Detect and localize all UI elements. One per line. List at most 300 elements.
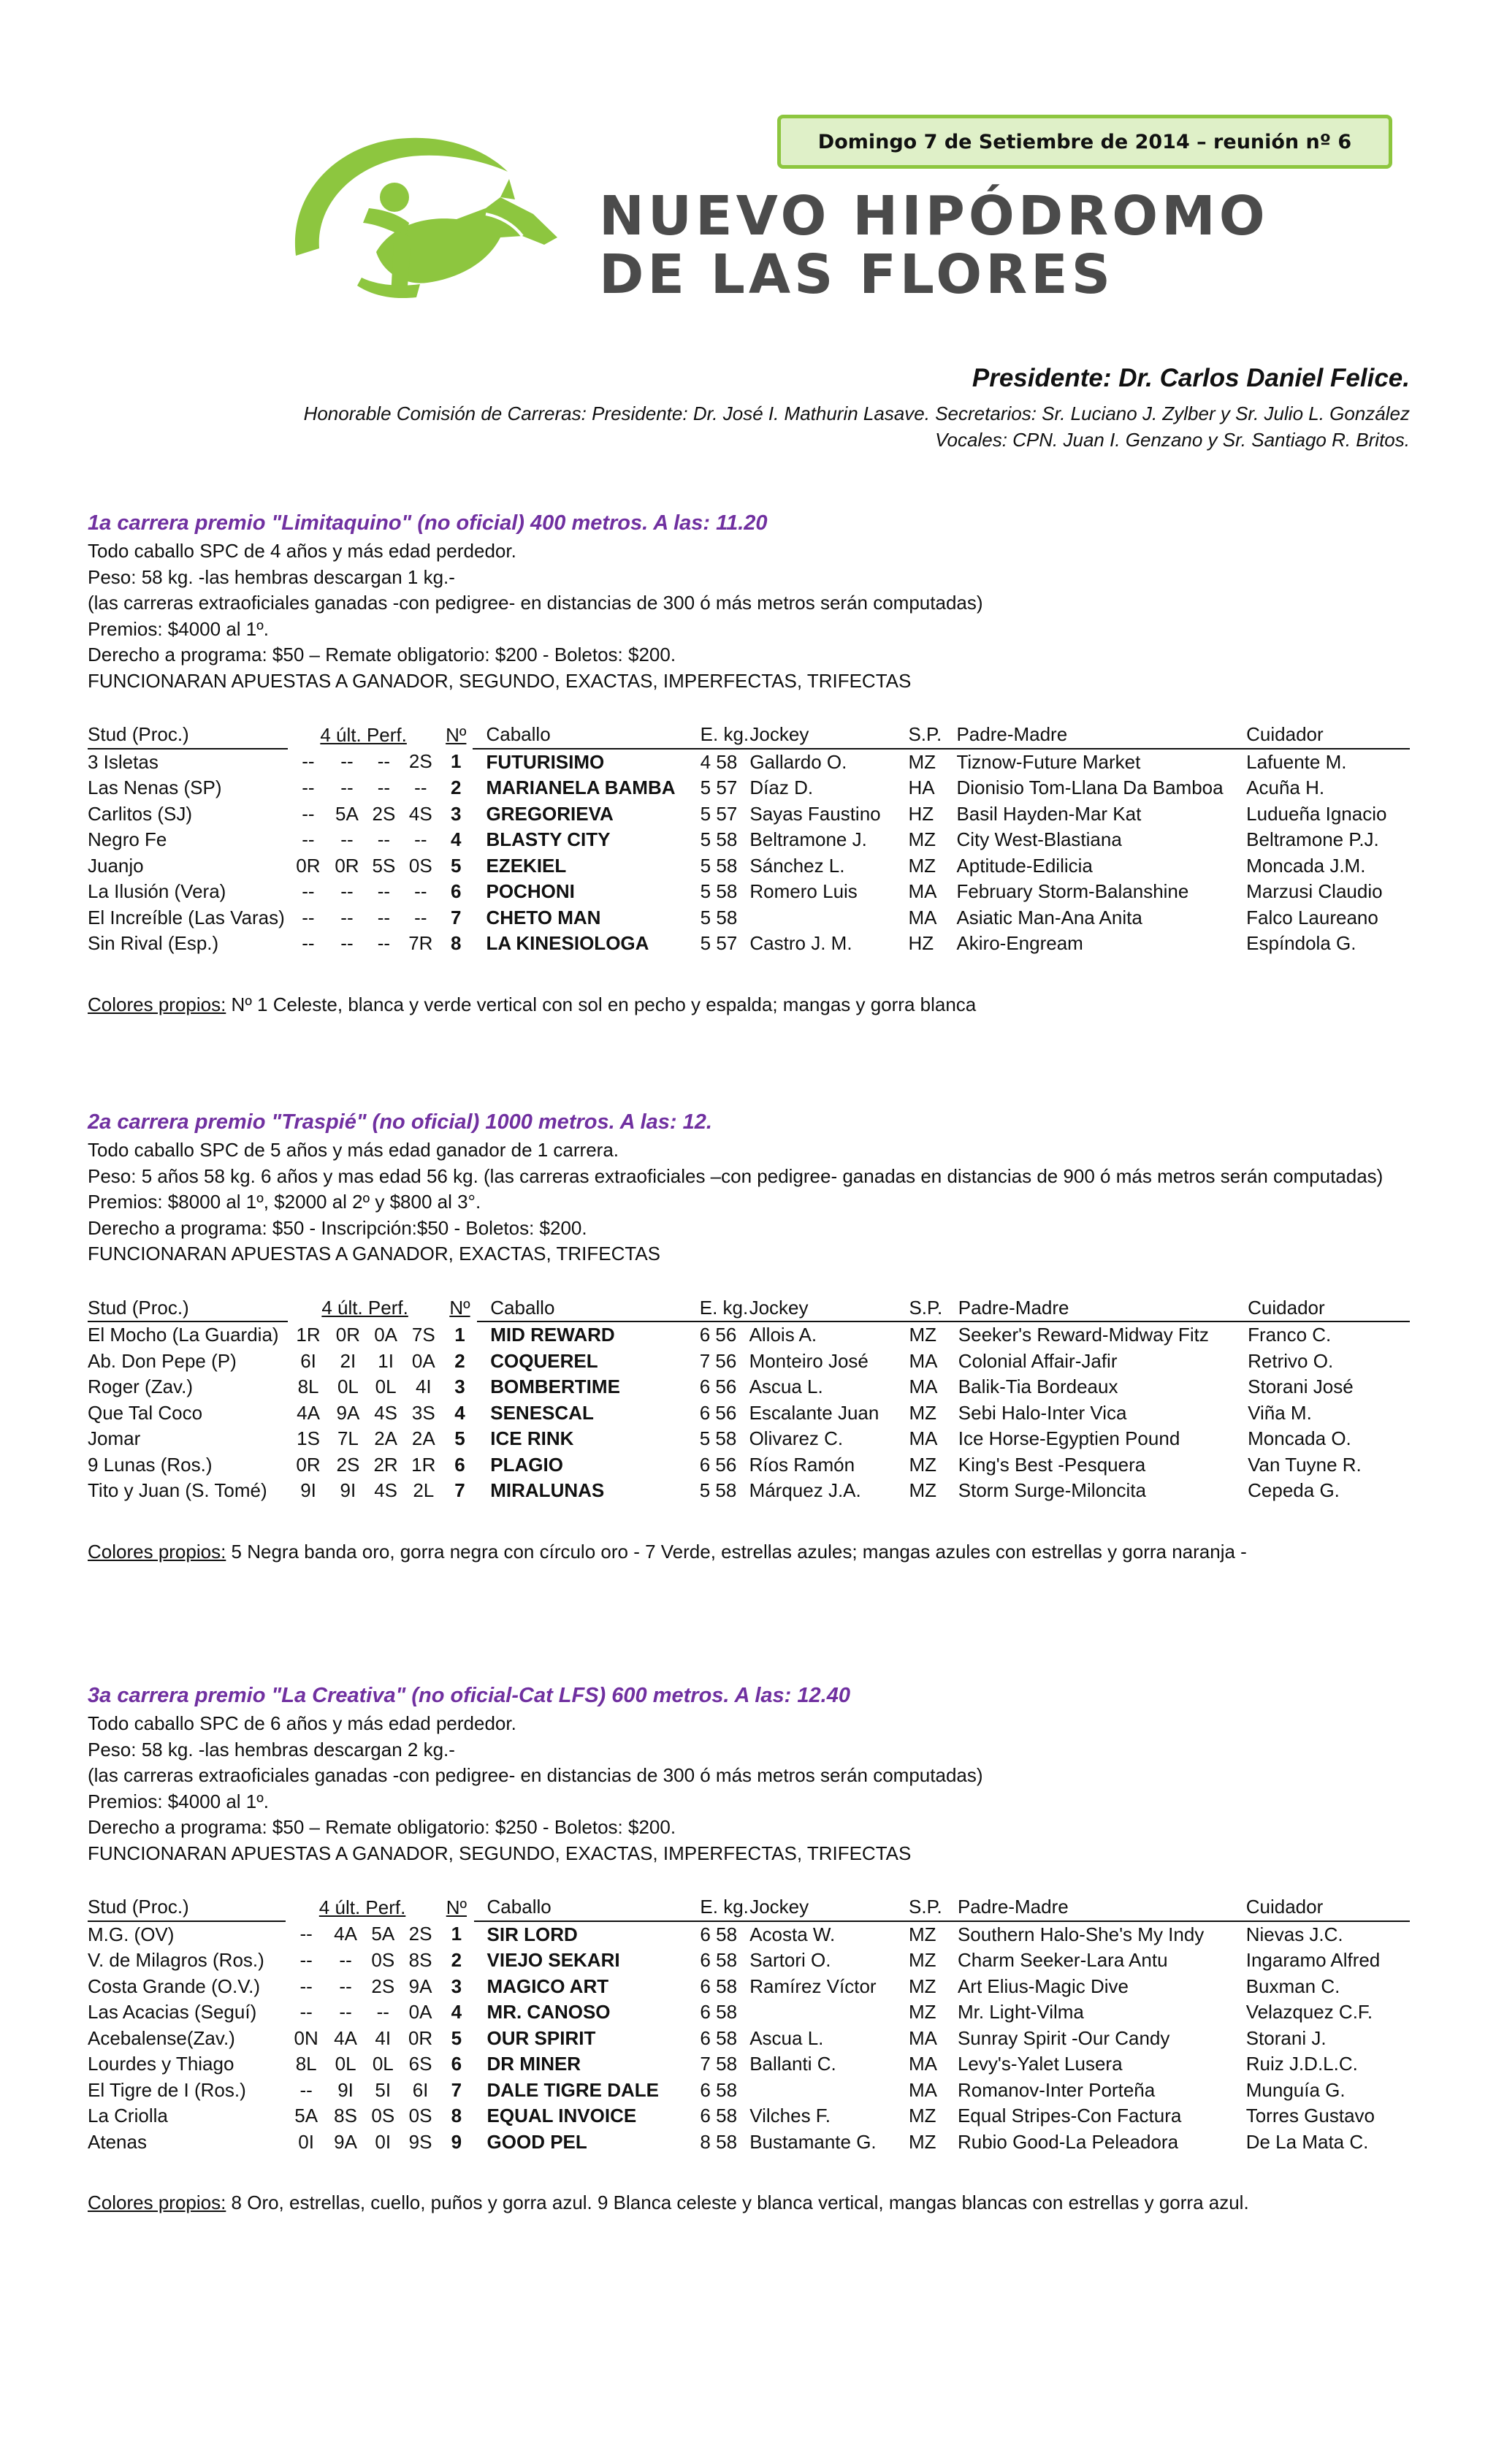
entry-performance: 1R: [411, 1453, 436, 1476]
entry-row: [88, 1349, 1410, 1375]
entry-performance: 8L: [297, 1376, 319, 1397]
entry-trainer: Retrivo O.: [1248, 1349, 1334, 1372]
entry-performance: 2S: [371, 1975, 395, 1997]
entry-performance: --: [299, 2078, 313, 2101]
entry-number: 3: [451, 802, 462, 825]
entry-trainer: Cepeda G.: [1248, 1479, 1340, 1501]
col-stud: Stud (Proc.): [88, 1295, 288, 1322]
entry-performance: 0A: [374, 1323, 397, 1346]
entry-performance: 8S: [334, 2105, 357, 2127]
entry-trainer: Van Tuyne R.: [1248, 1453, 1362, 1476]
entry-performance: 6I: [300, 1349, 316, 1372]
race-3: [88, 1682, 1410, 2216]
entry-performance: --: [414, 906, 427, 928]
entry-jockey: Allois A.: [749, 1324, 817, 1346]
race-condition-line: FUNCIONARAN APUESTAS A GANADOR, EXACTAS, TRIFECTAS: [88, 1243, 660, 1265]
entry-horse: EZEKIEL: [486, 854, 567, 877]
entry-performance: 6S: [408, 2053, 432, 2075]
entry-sire-dam: Rubio Good-La Peleadora: [957, 2130, 1179, 2153]
entry-number: 1: [454, 1323, 465, 1346]
entry-jockey: Beltramone J.: [749, 828, 867, 850]
entry-performance: 2S: [408, 750, 432, 772]
col-sp: S.P.: [902, 722, 956, 749]
entry-trainer: Ingaramo Alfred: [1245, 1949, 1381, 1971]
entry-horse: CHETO MAN: [486, 906, 601, 928]
entry-performance: --: [302, 906, 315, 928]
entry-performance: 8S: [408, 1949, 432, 1971]
col-jockey: Jockey: [749, 1295, 904, 1322]
entry-performance: 7S: [411, 1323, 435, 1346]
entry-age-weight: 6 56: [699, 1401, 737, 1424]
entry-sex-coat: MA: [908, 906, 937, 928]
entry-performance: --: [377, 750, 391, 772]
entry-performance: --: [376, 2001, 389, 2023]
entry-sire-dam: Romanov-Inter Porteña: [957, 2078, 1156, 2101]
entry-sex-coat: MZ: [909, 1453, 936, 1476]
entry-jockey: Sayas Faustino: [749, 802, 881, 825]
entry-performance: --: [377, 906, 391, 928]
entry-trainer: Espíndola G.: [1246, 932, 1356, 954]
entry-sex-coat: HZ: [908, 802, 934, 825]
entry-performance: 7L: [337, 1427, 359, 1449]
entry-number: 6: [451, 2053, 462, 2075]
entry-row: [88, 1400, 1410, 1427]
col-cuidador: Cuidador: [1246, 1894, 1410, 1921]
entry-sire-dam: King's Best -Pesquera: [958, 1453, 1146, 1476]
own-colors-text: 5 Negra banda oro, gorra negra con círculo oro - 7 Verde, estrellas azules; mangas azules con estrellas y gorra naranja -: [226, 1540, 1247, 1563]
entry-row: [88, 827, 1410, 853]
entry-row: [88, 1321, 1410, 1349]
entry-performance: --: [340, 880, 354, 902]
entry-sex-coat: MZ: [909, 1949, 936, 1971]
race-condition-line: Todo caballo SPC de 4 años y más edad perdedor.: [88, 540, 516, 562]
entry-sex-coat: MA: [909, 1349, 938, 1372]
race-title: 3a carrera premio "La Creativa" (no oficial-Cat LFS) 600 metros. A las: 12.40: [88, 1684, 850, 1707]
col-perf: 4 últ. Perf.: [320, 723, 407, 746]
entry-jockey: [749, 905, 902, 931]
entry-age-weight: 6 56: [699, 1453, 737, 1476]
entry-number: 6: [454, 1453, 465, 1476]
president-line: Presidente: Dr. Carlos Daniel Felice.: [972, 364, 1410, 392]
col-perf: 4 últ. Perf.: [318, 1896, 406, 1918]
entry-performance: --: [377, 932, 391, 954]
own-colors-label: Colores propios:: [88, 1540, 226, 1563]
entry-performance: --: [302, 828, 315, 850]
entry-performance: 0L: [372, 2053, 394, 2075]
entry-row: [88, 905, 1410, 931]
entry-number: 7: [451, 906, 462, 928]
entry-age-weight: 6 56: [699, 1324, 737, 1346]
entry-sire-dam: Basil Hayden-Mar Kat: [956, 802, 1142, 825]
entry-age-weight: 6 58: [700, 2078, 738, 2101]
entry-performance: 9S: [408, 2130, 432, 2153]
entry-sire-dam: Balik-Tia Bordeaux: [958, 1376, 1118, 1397]
race-condition-line: Peso: 58 kg. -las hembras descargan 2 kg.-: [88, 1738, 455, 1761]
commission-line-2: Vocales: CPN. Juan I. Genzano y Sr. Santiago R. Britos.: [935, 429, 1410, 451]
entry-horse: DR MINER: [486, 2053, 581, 2075]
entry-sire-dam: Art Elius-Magic Dive: [957, 1975, 1129, 1997]
entry-number: 5: [454, 1427, 465, 1449]
entry-stud: El Tigre de I (Ros.): [88, 2078, 246, 2101]
entry-sex-coat: MZ: [909, 1479, 936, 1501]
entry-horse: SIR LORD: [486, 1923, 578, 1945]
commission-line-1: Honorable Comisión de Carreras: Presidente: Dr. José I. Mathurin Lasave. Secretarios: Sr. Luciano J. Zylber y Sr. Julio L. González: [303, 403, 1410, 424]
entry-number: 6: [451, 880, 462, 902]
entry-performance: --: [377, 777, 391, 798]
entry-age-weight: 7 58: [700, 2053, 738, 2075]
entry-performance: 9A: [408, 1975, 432, 1997]
entry-performance: --: [340, 828, 354, 850]
entry-row: [88, 749, 1410, 776]
entry-trainer: Moncada O.: [1248, 1427, 1351, 1449]
entry-performance: 9A: [334, 2130, 357, 2153]
entry-stud: Ab. Don Pepe (P): [88, 1349, 237, 1372]
entry-performance: 2A: [374, 1427, 397, 1449]
entry-row: [88, 879, 1410, 905]
entry-performance: 9I: [340, 1479, 356, 1501]
entry-number: 7: [454, 1479, 465, 1501]
entry-stud: Acebalense(Zav.): [88, 2026, 235, 2049]
entry-stud: Juanjo: [88, 854, 144, 877]
col-padre-madre: Padre-Madre: [958, 1894, 1246, 1921]
entry-number: 2: [451, 777, 462, 798]
entry-performance: 2S: [408, 1923, 432, 1945]
col-no: Nº: [446, 723, 467, 746]
entry-sex-coat: MZ: [909, 2001, 936, 2023]
own-colors-label: Colores propios:: [88, 2192, 226, 2213]
entry-trainer: Nievas J.C.: [1245, 1923, 1343, 1945]
entry-sex-coat: HA: [908, 777, 935, 798]
entry-performance: --: [340, 777, 354, 798]
entry-performance: 4A: [334, 1923, 357, 1945]
entry-horse: ICE RINK: [490, 1427, 574, 1449]
race-condition-line: (las carreras extraoficiales ganadas -con pedigree- en distancias de 300 ó más metros serán computadas): [88, 1764, 983, 1786]
entry-horse: DALE TIGRE DALE: [486, 2078, 659, 2101]
entry-number: 7: [451, 2078, 462, 2101]
entry-performance: 9I: [337, 2078, 354, 2101]
brand-line-1: NUEVO HIPÓDROMO: [599, 185, 1269, 248]
entry-performance: 0R: [335, 1323, 361, 1346]
entry-sire-dam: City West-Blastiana: [956, 828, 1122, 850]
col-jockey: Jockey: [749, 1894, 903, 1921]
entry-trainer: Falco Laureano: [1246, 906, 1378, 928]
entry-performance: 9I: [300, 1479, 316, 1501]
entry-jockey: Márquez J.A.: [749, 1479, 861, 1501]
entry-horse: MR. CANOSO: [486, 2001, 611, 2023]
commission-block: [304, 400, 1410, 453]
entry-age-weight: 6 58: [700, 1949, 738, 1971]
entry-age-weight: 7 56: [699, 1349, 737, 1372]
col-stud: Stud (Proc.): [88, 1894, 286, 1921]
own-colors-text: Nº 1 Celeste, blanca y verde vertical con sol en pecho y espalda; mangas y gorra blanca: [226, 993, 977, 1015]
entry-performance: 0S: [408, 854, 432, 877]
entry-performance: --: [299, 1949, 313, 1971]
entry-row: [88, 1478, 1410, 1504]
entry-performance: 0S: [371, 2105, 395, 2127]
race-title: 1a carrera premio "Limitaquino" (no oficial) 400 metros. A las: 11.20: [88, 511, 768, 535]
entry-jockey: Castro J. M.: [749, 932, 852, 954]
entry-horse: MIRALUNAS: [490, 1479, 605, 1501]
entry-trainer: Munguía G.: [1245, 2078, 1346, 2101]
entry-performance: 5I: [375, 2078, 392, 2101]
entry-sire-dam: Southern Halo-She's My Indy: [957, 1923, 1205, 1945]
entry-horse: MAGICO ART: [486, 1975, 609, 1997]
race-condition-line: Todo caballo SPC de 6 años y más edad perdedor.: [88, 1712, 516, 1734]
col-padre-madre: Padre-Madre: [958, 1295, 1248, 1322]
entries-header-row: [88, 1295, 1410, 1322]
entry-stud: M.G. (OV): [88, 1923, 175, 1945]
own-colors: [88, 2190, 1410, 2216]
race-2: [88, 1108, 1410, 1565]
entry-age-weight: 6 58: [700, 1923, 738, 1945]
entry-jockey: Olivarez C.: [749, 1427, 844, 1449]
entry-number: 8: [451, 2105, 462, 2127]
col-sp: S.P.: [903, 1295, 958, 1322]
col-horse: Caballo: [473, 722, 700, 749]
race-title: 2a carrera premio "Traspié" (no oficial) 1000 metros. A las: 12.: [88, 1110, 712, 1134]
entries-table: [88, 722, 1410, 957]
entry-jockey: Monteiro José: [749, 1349, 869, 1372]
entry-performance: --: [414, 828, 427, 850]
entry-sex-coat: MZ: [909, 1324, 936, 1346]
entry-stud: Tito y Juan (S. Tomé): [88, 1479, 267, 1501]
race-condition-line: Premios: $4000 al 1º.: [88, 1790, 269, 1812]
entry-performance: 5A: [294, 2105, 318, 2127]
entry-jockey: Ascua L.: [749, 2026, 824, 2049]
entry-row: [88, 2078, 1410, 2104]
entry-trainer: Beltramone P.J.: [1246, 828, 1379, 850]
entry-performance: --: [302, 802, 315, 825]
entry-jockey: Ascua L.: [749, 1376, 823, 1397]
own-colors: [88, 992, 1410, 1018]
entry-sire-dam: Asiatic Man-Ana Anita: [956, 906, 1142, 928]
entry-performance: 0L: [375, 1376, 397, 1397]
entry-sire-dam: Charm Seeker-Lara Antu: [957, 1949, 1168, 1971]
race-condition-line: (las carreras extraoficiales ganadas -con pedigree- en distancias de 300 ó más metros serán computadas): [88, 592, 983, 614]
entry-number: 3: [451, 1975, 462, 1997]
entry-sire-dam: Aptitude-Edilicia: [956, 854, 1093, 877]
entry-trainer: Storani J.: [1245, 2026, 1327, 2049]
entry-performance: 1R: [296, 1323, 321, 1346]
entry-jockey: Díaz D.: [749, 777, 814, 798]
entry-number: 9: [451, 2130, 462, 2153]
race-condition-line: FUNCIONARAN APUESTAS A GANADOR, SEGUNDO, EXACTAS, IMPERFECTAS, TRIFECTAS: [88, 1842, 912, 1864]
entry-row: [88, 931, 1410, 957]
entry-jockey: Romero Luis: [749, 880, 858, 902]
entry-stud: Roger (Zav.): [88, 1376, 193, 1397]
race-condition-line: Derecho a programa: $50 - Inscripción:$50 - Boletos: $200.: [88, 1216, 587, 1239]
col-ekg: E. kg.: [700, 1894, 749, 1921]
col-no: Nº: [446, 1896, 468, 1918]
entry-stud: La Ilusión (Vera): [88, 880, 226, 902]
entry-performance: --: [299, 1975, 313, 1997]
race-condition-line: Todo caballo SPC de 5 años y más edad ganador de 1 carrera.: [88, 1139, 619, 1161]
entry-sire-dam: Tiznow-Future Market: [956, 750, 1141, 773]
col-cuidador: Cuidador: [1246, 722, 1410, 749]
entry-performance: --: [377, 828, 391, 850]
entry-performance: 2I: [340, 1349, 356, 1372]
entry-performance: 0S: [408, 2105, 432, 2127]
entry-performance: 5A: [335, 802, 359, 825]
entry-sex-coat: MZ: [909, 2130, 936, 2153]
entry-stud: 3 Isletas: [88, 750, 159, 773]
entry-sire-dam: Sunray Spirit -Our Candy: [957, 2026, 1170, 2049]
entry-horse: BLASTY CITY: [486, 828, 611, 850]
entry-performance: 0R: [296, 1453, 321, 1476]
entry-row: [88, 1948, 1410, 1974]
race-condition-line: Premios: $4000 al 1º.: [88, 617, 269, 640]
entry-sex-coat: MZ: [908, 854, 936, 877]
entry-performance: 4S: [374, 1401, 397, 1424]
entry-horse: POCHONI: [486, 880, 575, 902]
entry-performance: 4I: [415, 1376, 432, 1397]
entry-performance: 4A: [297, 1401, 320, 1424]
entry-sex-coat: MA: [908, 880, 937, 902]
entry-horse: GREGORIEVA: [486, 802, 614, 825]
entry-horse: SENESCAL: [490, 1401, 594, 1424]
entry-age-weight: 6 58: [700, 1975, 738, 1997]
entry-jockey: Acosta W.: [749, 1923, 836, 1945]
entry-performance: --: [339, 1975, 352, 1997]
entry-sire-dam: Colonial Affair-Jafir: [958, 1349, 1118, 1372]
brand-name: [599, 187, 1269, 304]
race-condition-line: Peso: 5 años 58 kg. 6 años y mas edad 56 kg. (las carreras extraoficiales –con pedigree- ganadas en distancias de 900 ó más metros serán computadas): [88, 1164, 1384, 1187]
entry-stud: La Criolla: [88, 2105, 168, 2127]
entries-table: [88, 1295, 1410, 1504]
entry-sire-dam: Storm Surge-Miloncita: [958, 1479, 1146, 1501]
entry-number: 5: [451, 854, 462, 877]
entry-sex-coat: MA: [909, 2078, 937, 2101]
entry-performance: 2R: [373, 1453, 398, 1476]
entry-horse: BOMBERTIME: [490, 1376, 620, 1397]
own-colors-text: 8 Oro, estrellas, cuello, puños y gorra azul. 9 Blanca celeste y blanca vertical, mangas blancas con estrellas y gorra azul.: [226, 2192, 1249, 2213]
entry-performance: --: [302, 932, 315, 954]
entry-age-weight: 5 58: [700, 880, 738, 902]
entry-age-weight: 5 57: [700, 932, 738, 954]
entry-performance: 0A: [411, 1349, 435, 1372]
entry-jockey: Sánchez L.: [749, 854, 845, 877]
entry-performance: --: [340, 906, 354, 928]
entry-sex-coat: MA: [909, 1376, 938, 1397]
entry-performance: --: [340, 932, 354, 954]
entry-performance: 1S: [297, 1427, 320, 1449]
entry-row: [88, 1974, 1410, 2000]
entry-trainer: Marzusi Claudio: [1246, 880, 1383, 902]
col-horse: Caballo: [477, 1295, 699, 1322]
entry-age-weight: 6 58: [700, 2001, 738, 2023]
entry-jockey: [749, 2078, 903, 2104]
entry-age-weight: 8 58: [700, 2130, 738, 2153]
entry-performance: 0L: [337, 1376, 359, 1397]
entry-sex-coat: MZ: [909, 1975, 936, 1997]
entry-performance: 0A: [408, 2001, 432, 2023]
race-condition-line: Premios: $8000 al 1º, $2000 al 2º y $800 al 3°.: [88, 1191, 481, 1213]
entry-horse: OUR SPIRIT: [486, 2026, 596, 2049]
entry-row: [88, 2129, 1410, 2156]
entry-performance: 0R: [408, 2026, 433, 2049]
own-colors-label: Colores propios:: [88, 993, 226, 1015]
entry-horse: FUTURISIMO: [486, 750, 605, 773]
entry-jockey: Sartori O.: [749, 1949, 831, 1971]
meeting-date-box: [777, 115, 1392, 169]
entry-age-weight: 5 57: [700, 802, 738, 825]
entry-performance: 0R: [335, 854, 359, 877]
entry-age-weight: 5 58: [700, 828, 738, 850]
entry-trainer: Ludueña Ignacio: [1246, 802, 1387, 825]
entry-jockey: Ballanti C.: [749, 2053, 836, 2075]
entry-age-weight: 5 58: [700, 906, 738, 928]
entry-row: [88, 2051, 1410, 2078]
entry-row: [88, 1921, 1410, 1948]
own-colors: [88, 1539, 1410, 1565]
entry-sire-dam: Seeker's Reward-Midway Fitz: [958, 1324, 1209, 1346]
entries-table: [88, 1894, 1410, 2155]
entry-stud: Jomar: [88, 1427, 141, 1449]
entry-jockey: [749, 1999, 903, 2026]
jockey-horse-logo-icon: [281, 128, 566, 310]
entry-number: 2: [451, 1949, 462, 1971]
entry-age-weight: 6 58: [700, 2105, 738, 2127]
entry-trainer: Torres Gustavo: [1245, 2105, 1375, 2127]
col-padre-madre: Padre-Madre: [956, 722, 1246, 749]
entry-number: 8: [451, 932, 462, 954]
entry-stud: Costa Grande (O.V.): [88, 1975, 261, 1997]
entry-row: [88, 1452, 1410, 1479]
brand-line-2: DE LAS FLORES: [599, 243, 1115, 306]
race-1: [88, 509, 1410, 1018]
entry-age-weight: 4 58: [700, 750, 738, 773]
entry-trainer: Acuña H.: [1246, 777, 1325, 798]
entry-sire-dam: Mr. Light-Vilma: [957, 2001, 1084, 2023]
entry-stud: Las Acacias (Seguí): [88, 2001, 257, 2023]
entry-trainer: Viña M.: [1248, 1401, 1312, 1424]
entry-stud: Lourdes y Thiago: [88, 2053, 234, 2075]
entry-horse: GOOD PEL: [486, 2130, 587, 2153]
entry-performance: 0N: [294, 2026, 318, 2049]
entry-performance: 5S: [372, 854, 396, 877]
entry-performance: --: [299, 2001, 313, 2023]
entry-row: [88, 1426, 1410, 1452]
entry-performance: 4I: [375, 2026, 392, 2049]
entry-stud: Las Nenas (SP): [88, 777, 222, 798]
entry-performance: 3S: [411, 1401, 435, 1424]
entry-horse: MARIANELA BAMBA: [486, 777, 676, 798]
entry-trainer: Franco C.: [1248, 1324, 1332, 1346]
entry-sex-coat: MZ: [909, 1923, 936, 1945]
entry-performance: --: [302, 880, 315, 902]
entry-performance: --: [414, 777, 427, 798]
entry-age-weight: 5 57: [700, 777, 738, 798]
entry-horse: EQUAL INVOICE: [486, 2105, 637, 2127]
entry-sex-coat: MA: [909, 2026, 937, 2049]
entry-performance: --: [302, 750, 315, 772]
entry-sire-dam: Levy's-Yalet Lusera: [957, 2053, 1123, 2075]
entry-performance: 7R: [408, 932, 433, 954]
entry-performance: 6I: [412, 2078, 429, 2101]
entry-horse: MID REWARD: [490, 1324, 615, 1346]
entry-stud: El Mocho (La Guardia): [88, 1324, 279, 1346]
entry-sire-dam: Ice Horse-Egyptien Pound: [958, 1427, 1180, 1449]
race-condition-line: FUNCIONARAN APUESTAS A GANADOR, SEGUNDO, EXACTAS, IMPERFECTAS, TRIFECTAS: [88, 669, 912, 692]
entry-jockey: Escalante Juan: [749, 1401, 879, 1424]
col-jockey: Jockey: [749, 722, 902, 749]
entry-number: 2: [454, 1349, 465, 1372]
col-stud: Stud (Proc.): [88, 722, 288, 749]
entry-stud: Que Tal Coco: [88, 1401, 203, 1424]
entry-performance: 0I: [298, 2130, 314, 2153]
entry-jockey: Bustamante G.: [749, 2130, 877, 2153]
col-horse: Caballo: [474, 1894, 701, 1921]
